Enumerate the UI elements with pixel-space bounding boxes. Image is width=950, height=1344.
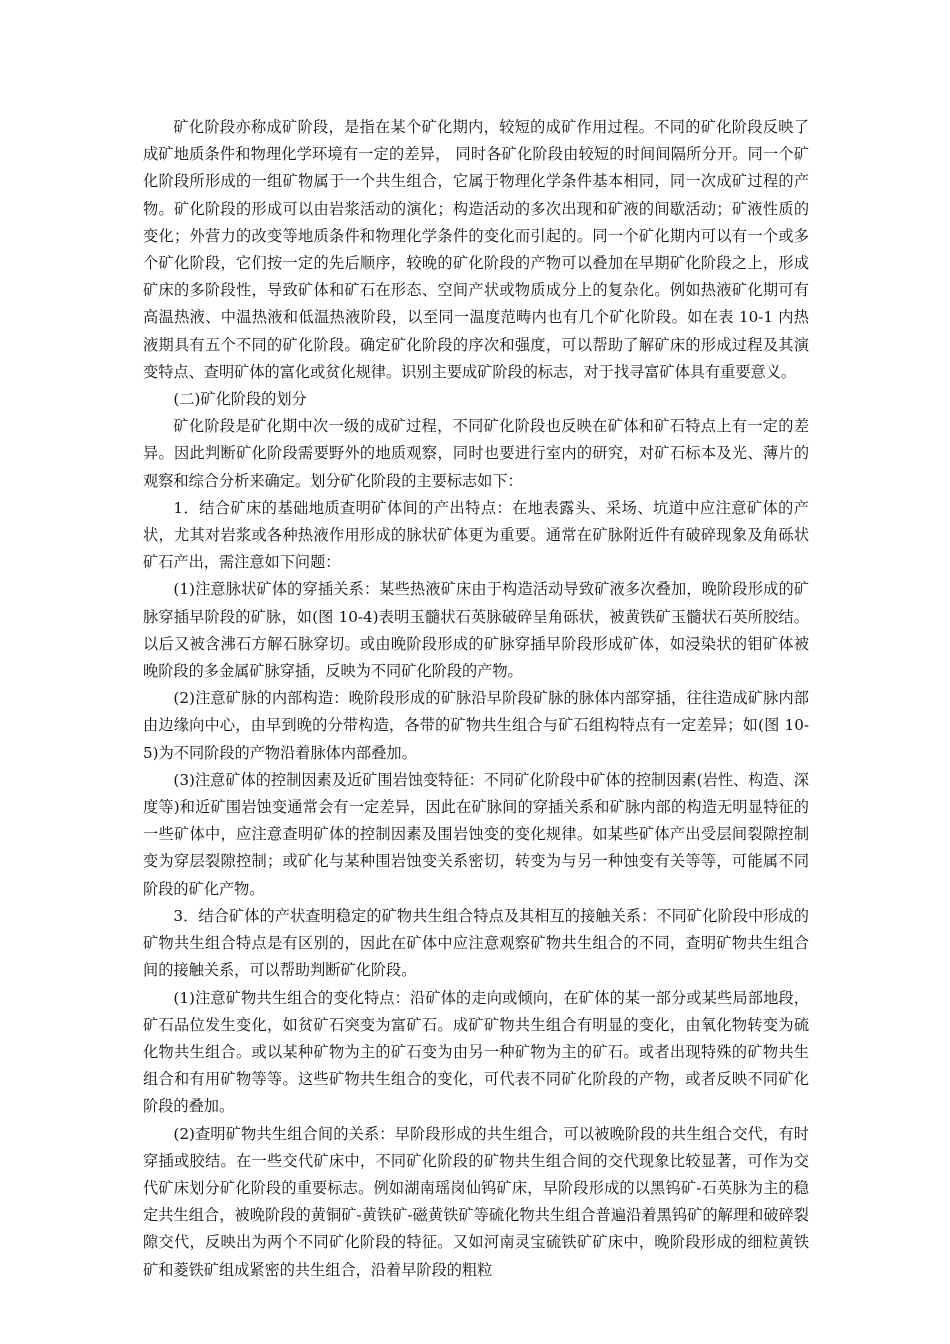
paragraph-subitem-2-vein-internal-structure: (2)注意矿脉的内部构造：晚阶段形成的矿脉沿早阶段矿脉的脉体内部穿插，往往造成矿脉内部由边缘向中心，由早到晚的分带构造，各带的矿物共生组合与矿石组构特点有一定差异；如(图 10-5)为不同阶段的产物沿着脉体内部叠加。	[143, 689, 809, 762]
paragraph-mineralization-stage-definition: 矿化阶段亦称成矿阶段，是指在某个矿化期内，较短的成矿作用过程。不同的矿化阶段反映了成矿地质条件和物理化学环境有一定的差异， 同时各矿化阶段由较短的时间间隔所分开。同一个矿化阶段所形成的一组矿物属于一个共生组合，它属于物理化学条件基本相同，同一次成矿过程的产物。矿化阶段的形成可以由岩浆活动的演化；构造活动的多次出现和矿液的间歇活动；矿液性质的变化；外营力的改变等地质条件和物理化学条件的变化而引起的。同一个矿化期内可以有一个或多个矿化阶段，它们按一定的先后顺序，较晚的矿化阶段的产物可以叠加在早期矿化阶段之上，形成矿床的多阶段性，导致矿体和矿石在形态、空间产状或物质成分上的复杂化。例如热液矿化期可有高温热液、中温热液和低温热液阶段，以至同一温度范畴内也有几个矿化阶段。如在表 10-1 内热液期具有五个不同的矿化阶段。确定矿化阶段的序次和强度，可以帮助了解矿床的形成过程及其演变特点、查明矿体的富化或贫化规律。识别主要成矿阶段的标志，对于找寻富矿体具有重要意义。	[143, 118, 809, 381]
paragraph-item-1-orebody-occurrence: 1．结合矿床的基础地质查明矿体间的产出特点：在地表露头、采场、坑道中应注意矿体的产状，尤其对岩浆或各种热液作用形成的脉状矿体更为重要。通常在矿脉附近件有破碎现象及角砾状矿石产出，需注意如下问题：	[143, 498, 809, 572]
paragraph-subitem-1-vein-crosscutting: (1)注意脉状矿体的穿插关系：某些热液矿床由于构造活动导致矿液多次叠加，晚阶段形成的矿脉穿插早阶段的矿脉，如(图 10-4)表明玉髓状石英脉破碎呈角砾状，被黄铁矿玉髓状石英所胶结。以后又被含沸石方解石脉穿切。或由晚阶段形成的矿脉穿插早阶段形成矿体，如浸染状的钼矿体被晚阶段的多金属矿脉穿插，反映为不同矿化阶段的产物。	[143, 580, 809, 681]
paragraph-subitem-2-assemblage-relations: (2)查明矿物共生组合间的关系：早阶段形成的共生组合，可以被晚阶段的共生组合交代，有时穿插或胶结。在一些交代矿床中，不同矿化阶段的矿物共生组合间的交代现象比较显著，可作为交代矿床划分矿化阶段的重要标志。例如湖南瑶岗仙钨矿床，早阶段形成的以黑钨矿-石英脉为主的稳定共生组合，被晚阶段的黄铜矿-黄铁矿-磁黄铁矿等硫化物共生组合普遍沿着黑钨矿的解理和破碎裂隙交代，反映出为两个不同矿化阶段的特征。又如河南灵宝硫铁矿矿床中，晚阶段形成的细粒黄铁矿和菱铁矿组成紧密的共生组合，沿着早阶段的粗粒	[143, 1124, 809, 1279]
paragraph-item-3-mineral-assemblages: 3．结合矿体的产状查明稳定的矿物共生组合特点及其相互的接触关系：不同矿化阶段中形成的矿物共生组合特点是有区别的，因此在矿体中应注意观察矿物共生组合的不同，查明矿物共生组合间的接触关系，可以帮助判断矿化阶段。	[143, 906, 809, 980]
document-page	[143, 114, 809, 1284]
paragraph-subitem-1-assemblage-variation: (1)注意矿物共生组合的变化特点：沿矿体的走向或倾向，在矿体的某一部分或某些局部地段，矿石品位发生变化，如贫矿石突变为富矿石。成矿矿物共生组合有明显的变化，由氧化物转变为硫化物共生组合。或以某种矿物为主的矿石变为由另一种矿物为主的矿石。或者出现特殊的矿物共生组合和有用矿物等等。这些矿物共生组合的变化，可代表不同矿化阶段的产物，或者反映不同矿化阶段的叠加。	[143, 988, 809, 1116]
paragraph-subitem-3-control-factors-alteration: (3)注意矿体的控制因素及近矿围岩蚀变特征：不同矿化阶段中矿体的控制因素(岩性、构造、深度等)和近矿围岩蚀变通常会有一定差异，因此在矿脉间的穿插关系和矿脉内部的构造无明显特征的一些矿体中，应注意查明矿体的控制因素及围岩蚀变的变化规律。如某些矿体产出受层间裂隙控制变为穿层裂隙控制；或矿化与某种围岩蚀变关系密切，转变为与另一种蚀变有关等等，可能属不同阶段的矿化产物。	[143, 770, 809, 898]
paragraph-stage-division-intro: 矿化阶段是矿化期中次一级的成矿过程，不同矿化阶段也反映在矿体和矿石特点上有一定的差异。因此判断矿化阶段需要野外的地质观察，同时也要进行室内的研究，对矿石标本及光、薄片的观察和综合分析来确定。划分矿化阶段的主要标志如下：	[143, 417, 809, 490]
section-heading-stage-division: (二)矿化阶段的划分	[173, 390, 307, 409]
